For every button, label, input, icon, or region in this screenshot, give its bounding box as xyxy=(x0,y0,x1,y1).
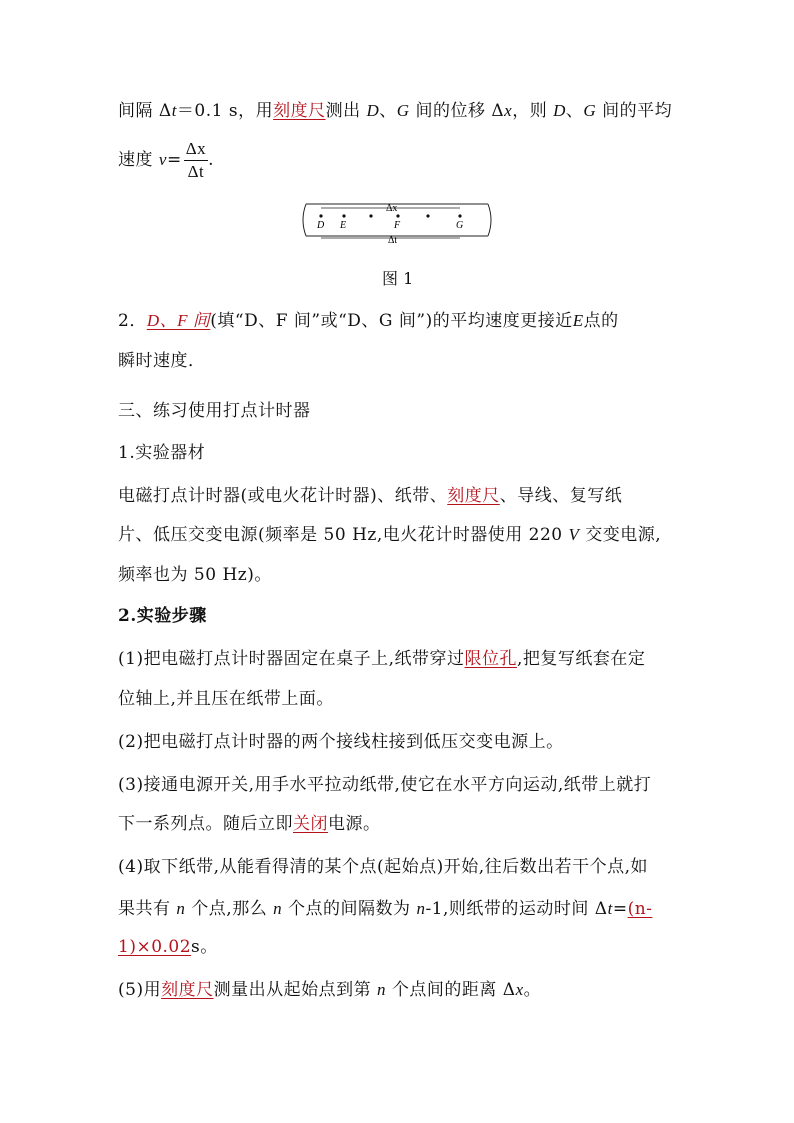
answer-limit-hole: 限位孔 xyxy=(464,649,517,669)
step-2: (2)把电磁打点计时器的两个接线柱接到低压交变电源上。 xyxy=(118,732,564,752)
question-2-line2: 瞬时速度． xyxy=(118,351,206,371)
para-interval: 间隔 Δt＝0.1 s，用刻度尺测出 D、G 间的位移 Δx，则 D、G 间的平均 xyxy=(118,101,673,121)
point-label-d: D xyxy=(317,220,325,231)
dot-mid2 xyxy=(426,214,429,217)
equipment-title: 1.实验器材 xyxy=(118,443,206,463)
dot-mid1 xyxy=(369,214,372,217)
answer-ruler-2: 刻度尺 xyxy=(447,486,500,506)
equipment-line2: 片、低压交变电源(频率是 50 Hz,电火花计时器使用 220 V 交变电源, xyxy=(118,525,662,545)
point-label-e: E xyxy=(340,220,347,231)
step-4-line2: 果共有 n 个点,那么 n 个点的间隔数为 n-1,则纸带的运动时间 Δt=(n- xyxy=(118,899,653,919)
question-2-line1: 2．D、F 间(填“D、F 间”或“D、G 间”)的平均速度更接近E点的 xyxy=(118,311,619,331)
tape-figure xyxy=(298,196,494,248)
delta-t-label: Δt xyxy=(388,235,398,246)
velocity-fraction: $\frac{\Delta x}{\Delta t}$ xyxy=(185,139,207,181)
tape-right-end xyxy=(488,204,491,236)
section-3-title: 三、练习使用打点计时器 xyxy=(118,401,311,421)
equipment-line1: 电磁打点计时器(或电火花计时器)、纸带、刻度尺、导线、复写纸 xyxy=(118,486,623,506)
answer-time-part1: (n- xyxy=(627,899,653,919)
point-label-g: G xyxy=(456,220,464,231)
answer-close: 关闭 xyxy=(293,814,328,834)
dot-e xyxy=(342,214,345,217)
point-label-f: F xyxy=(394,220,401,231)
delta-x-label: Δx xyxy=(386,203,398,214)
answer-ruler: 刻度尺 xyxy=(273,101,326,121)
dot-f xyxy=(396,214,399,217)
steps-title: 2.实验步骤 xyxy=(118,606,207,626)
step-4-line1: (4)取下纸带,从能看得清的某个点(起始点)开始,往后数出若干个点,如 xyxy=(118,857,649,877)
tape-left-end xyxy=(303,204,306,236)
velocity-formula: 速度 v= $\frac{\Delta x}{\Delta t}$ . xyxy=(118,139,215,181)
answer-ruler-3: 刻度尺 xyxy=(161,980,214,1000)
step-5: (5)用刻度尺测量出从起始点到第 n 个点间的距离 Δx。 xyxy=(118,980,542,1000)
step-3-line2: 下一系列点。随后立即关闭电源。 xyxy=(118,814,381,834)
dot-g xyxy=(458,214,461,217)
step-3-line1: (3)接通电源开关,用手水平拉动纸带,使它在水平方向运动,纸带上就打 xyxy=(118,775,652,795)
answer-df: D、F 间 xyxy=(146,311,211,330)
equipment-line3: 频率也为 50 Hz)。 xyxy=(118,565,272,585)
step-1-line1: (1)把电磁打点计时器固定在桌子上,纸带穿过限位孔,把复写纸套在定 xyxy=(118,649,646,669)
figure-caption: 图 1 xyxy=(382,269,414,288)
step-4-line3: 1)×0.02s。 xyxy=(118,937,218,957)
step-1-line2: 位轴上,并且压在纸带上面。 xyxy=(118,689,334,709)
dot-d xyxy=(319,214,322,217)
answer-time-part2: 1)×0.02 xyxy=(118,937,192,957)
